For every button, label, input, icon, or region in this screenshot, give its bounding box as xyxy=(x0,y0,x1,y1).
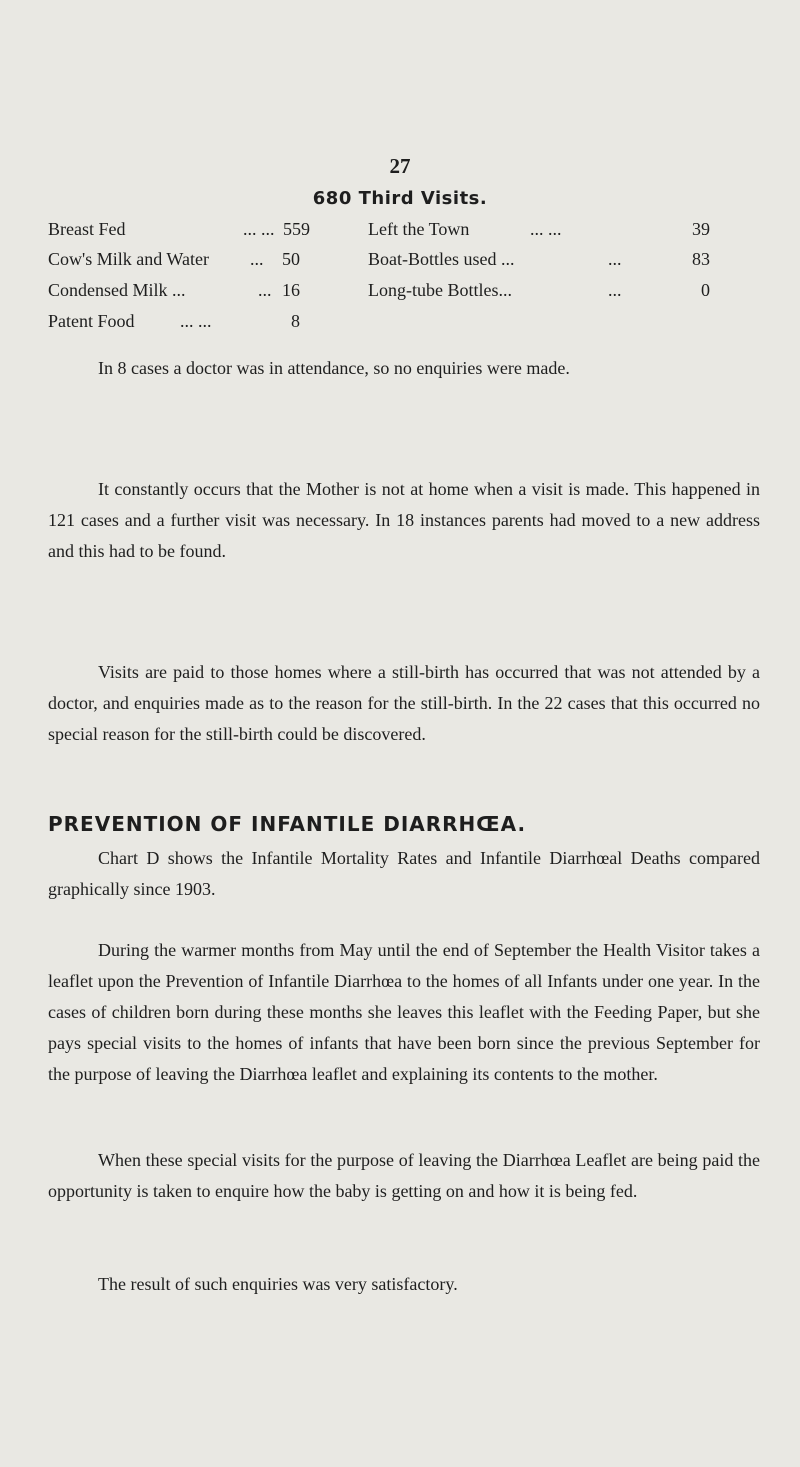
stat-row-patent-food xyxy=(48,311,300,332)
stat-row-cows-milk xyxy=(48,249,300,270)
stat-value: 50 xyxy=(282,249,300,269)
paragraph-special-visits: When these special visits for the purpose of leaving the Diarrhœa Leaflet are being paid the opportunity is taken to enquire how the baby is getting on and how it is being fed. xyxy=(48,1150,760,1201)
stat-dots: ... xyxy=(608,249,622,269)
stat-row-breast-fed xyxy=(48,219,310,240)
stat-label: Patent Food xyxy=(48,311,135,331)
paragraph-mother-not-home: It constantly occurs that the Mother is not at home when a visit is made. This happened in 121 cases and a further visit was necessary. In 18 instances parents had moved to a new address and this had to be found. xyxy=(48,479,760,561)
stat-label: Breast Fed xyxy=(48,219,126,239)
stat-row-left-town xyxy=(368,219,710,240)
stat-dots: ... ... xyxy=(243,219,275,239)
stat-dots: ... ... xyxy=(180,311,212,331)
stat-dots: ... xyxy=(250,249,264,269)
stat-row-boat-bottles xyxy=(368,249,710,270)
paragraph-warmer-months: During the warmer months from May until the end of September the Health Visitor takes a leaflet upon the Prevention of Infantile Diarrhœa to the homes of all Infants under one year. In the cases of children born during these months she leaves this leaflet with the Feeding Paper, but she pays special visits to the homes of infants that have been born since the previous September for the purpose of leaving the Diarrhœa leaflet and explaining its contents to the mother. xyxy=(48,940,760,1084)
stat-value: 0 xyxy=(701,280,710,300)
paragraph-chart-d: Chart D shows the Infantile Mortality Rates and Infantile Diarrhœal Deaths compared graphically since 1903. xyxy=(48,848,760,899)
stat-dots: ... ... xyxy=(530,219,562,239)
stat-label: Cow's Milk and Water xyxy=(48,249,209,269)
stat-dots: ... xyxy=(258,280,272,300)
stat-label: Condensed Milk ... xyxy=(48,280,186,300)
visits-heading: 680 Third Visits. xyxy=(312,188,488,209)
stat-value: 559 xyxy=(283,219,310,239)
stat-value: 16 xyxy=(282,280,300,300)
stat-row-long-tube-bottles xyxy=(368,280,710,301)
section-heading-prevention: PREVENTION OF INFANTILE DIARRHŒA. xyxy=(48,812,527,836)
stat-label: Left the Town xyxy=(368,219,470,239)
stat-label: Boat-Bottles used ... xyxy=(368,249,515,269)
page-number: 27 xyxy=(389,154,411,178)
paragraph-result: The result of such enquiries was very satisfactory. xyxy=(98,1274,458,1294)
paragraph-doctor-attendance: In 8 cases a doctor was in attendance, so no enquiries were made. xyxy=(98,358,570,378)
stat-label: Long-tube Bottles... xyxy=(368,280,512,300)
stat-value: 83 xyxy=(692,249,710,269)
stat-dots: ... xyxy=(608,280,622,300)
paragraph-still-birth: Visits are paid to those homes where a still-birth has occurred that was not attended by a doctor, and enquiries made as to the reason for the still-birth. In the 22 cases that this occurred no special reason for the still-birth could be discovered. xyxy=(48,662,760,744)
stat-value: 8 xyxy=(291,311,300,331)
stat-row-condensed-milk xyxy=(48,280,300,301)
stat-value: 39 xyxy=(692,219,710,239)
